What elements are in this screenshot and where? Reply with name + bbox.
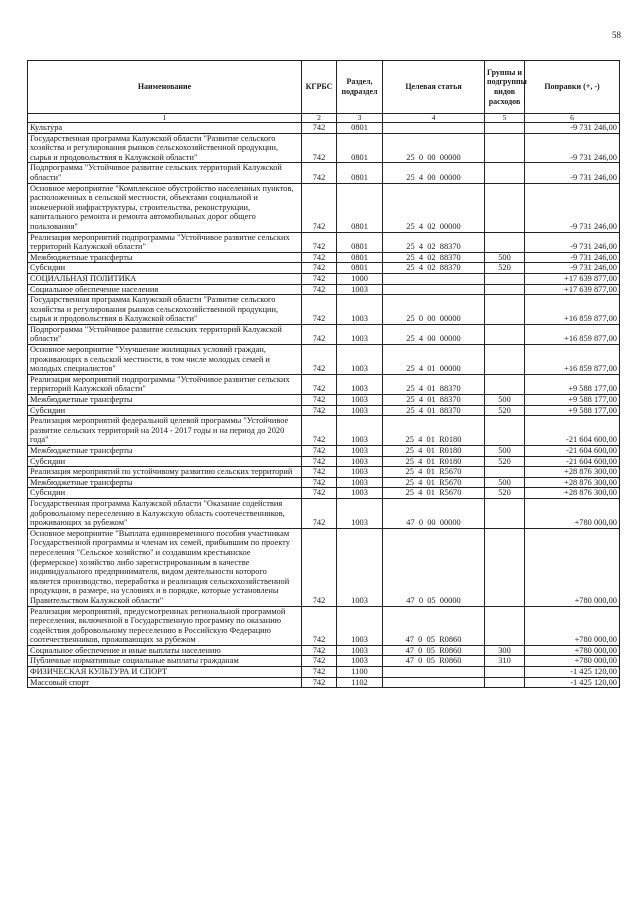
row-section: 1100 bbox=[337, 667, 383, 678]
header-section: Раздел, подраздел bbox=[337, 61, 383, 114]
row-group bbox=[485, 498, 525, 528]
row-kgrbs: 742 bbox=[302, 163, 337, 183]
row-target: 25 4 02 88370 bbox=[383, 232, 485, 252]
row-target: 25 0 00 00000 bbox=[383, 295, 485, 325]
row-group: 520 bbox=[485, 488, 525, 499]
row-amount: +17 639 877,00 bbox=[525, 284, 620, 295]
row-amount: +28 876 300,00 bbox=[525, 477, 620, 488]
row-group: 300 bbox=[485, 645, 525, 656]
row-amount: +17 639 877,00 bbox=[525, 273, 620, 284]
row-section: 0801 bbox=[337, 163, 383, 183]
table-row bbox=[28, 252, 620, 263]
row-name: Основное мероприятие "Комплексное обустройство населенных пунктов, расположенных в сельской местности, объектами социальной и инженерной инфраструктуры, строительства, реконструкции, капитального ремонта и ремонта автомобильных дорог общего пользования" bbox=[28, 183, 302, 232]
row-section: 0801 bbox=[337, 133, 383, 163]
row-group bbox=[485, 416, 525, 446]
table-row bbox=[28, 656, 620, 667]
row-target: 25 4 01 R5670 bbox=[383, 488, 485, 499]
row-target: 47 0 05 R0860 bbox=[383, 645, 485, 656]
row-name: Социальное обеспечение и иные выплаты населению bbox=[28, 645, 302, 656]
row-target: 25 4 00 00000 bbox=[383, 163, 485, 183]
row-amount: +16 859 877,00 bbox=[525, 324, 620, 344]
row-name: Культура bbox=[28, 123, 302, 134]
row-section: 1003 bbox=[337, 446, 383, 457]
row-amount: -9 731 246,00 bbox=[525, 123, 620, 134]
row-section: 1003 bbox=[337, 656, 383, 667]
row-target: 25 4 00 00000 bbox=[383, 324, 485, 344]
row-target: 47 0 05 R0860 bbox=[383, 606, 485, 645]
row-name: Государственная программа Калужской области "Развитие сельского хозяйства и регулирования рынков сельскохозяйственной продукции, сырья и продовольствия в Калужской области" bbox=[28, 133, 302, 163]
row-group: 520 bbox=[485, 263, 525, 274]
table-row bbox=[28, 232, 620, 252]
row-name: Реализация мероприятий по устойчивому развитию сельских территорий bbox=[28, 467, 302, 478]
row-group: 310 bbox=[485, 656, 525, 667]
table-row bbox=[28, 645, 620, 656]
row-target bbox=[383, 677, 485, 688]
row-name: Субсидии bbox=[28, 488, 302, 499]
row-kgrbs: 742 bbox=[302, 395, 337, 406]
page-number: 58 bbox=[612, 30, 621, 40]
header-kgrbs: КГРБС bbox=[302, 61, 337, 114]
row-name: Межбюджетные трансферты bbox=[28, 395, 302, 406]
col-number: 4 bbox=[383, 114, 485, 123]
row-target: 25 0 00 00000 bbox=[383, 133, 485, 163]
row-kgrbs: 742 bbox=[302, 252, 337, 263]
row-kgrbs: 742 bbox=[302, 345, 337, 375]
header-name: Наименование bbox=[28, 61, 302, 114]
row-amount: +9 588 177,00 bbox=[525, 395, 620, 406]
row-group bbox=[485, 677, 525, 688]
row-kgrbs: 742 bbox=[302, 446, 337, 457]
row-section: 0801 bbox=[337, 123, 383, 134]
row-target: 25 4 01 88370 bbox=[383, 374, 485, 394]
row-amount: -1 425 120,00 bbox=[525, 667, 620, 678]
row-kgrbs: 742 bbox=[302, 295, 337, 325]
row-name: Реализация мероприятий подпрограммы "Устойчивое развитие сельских территорий Калужской области" bbox=[28, 232, 302, 252]
row-target bbox=[383, 273, 485, 284]
row-target bbox=[383, 123, 485, 134]
row-amount: -9 731 246,00 bbox=[525, 232, 620, 252]
row-name: СОЦИАЛЬНАЯ ПОЛИТИКА bbox=[28, 273, 302, 284]
row-amount: +28 876 300,00 bbox=[525, 488, 620, 499]
row-section: 0801 bbox=[337, 183, 383, 232]
table-row bbox=[28, 446, 620, 457]
row-kgrbs: 742 bbox=[302, 606, 337, 645]
row-amount: +28 876 300,00 bbox=[525, 467, 620, 478]
table-row bbox=[28, 374, 620, 394]
row-amount: -1 425 120,00 bbox=[525, 677, 620, 688]
table-row bbox=[28, 324, 620, 344]
row-amount: -9 731 246,00 bbox=[525, 133, 620, 163]
row-target: 25 4 02 00000 bbox=[383, 183, 485, 232]
row-target: 25 4 01 R5670 bbox=[383, 467, 485, 478]
row-target: 25 4 01 88370 bbox=[383, 395, 485, 406]
table-row bbox=[28, 284, 620, 295]
row-amount: -9 731 246,00 bbox=[525, 183, 620, 232]
row-amount: +780 000,00 bbox=[525, 645, 620, 656]
row-target: 25 4 01 R0180 bbox=[383, 446, 485, 457]
col-number: 6 bbox=[525, 114, 620, 123]
row-amount: -21 604 600,00 bbox=[525, 416, 620, 446]
row-section: 1003 bbox=[337, 416, 383, 446]
row-section: 1003 bbox=[337, 295, 383, 325]
row-amount: +9 588 177,00 bbox=[525, 374, 620, 394]
row-name: Государственная программа Калужской области "Оказание содействия добровольному переселению в Калужскую область соотечественников, проживающих за рубежом" bbox=[28, 498, 302, 528]
row-name: Субсидии bbox=[28, 263, 302, 274]
row-target: 25 4 01 R5670 bbox=[383, 477, 485, 488]
row-group: 500 bbox=[485, 395, 525, 406]
row-section: 1003 bbox=[337, 284, 383, 295]
header-target: Целевая статья bbox=[383, 61, 485, 114]
row-name: Государственная программа Калужской области "Развитие сельского хозяйства и регулирования рынков сельскохозяйственной продукции, сырья и продовольствия в Калужской области" bbox=[28, 295, 302, 325]
row-section: 1000 bbox=[337, 273, 383, 284]
row-group bbox=[485, 123, 525, 134]
row-group bbox=[485, 467, 525, 478]
row-section: 1003 bbox=[337, 528, 383, 606]
row-kgrbs: 742 bbox=[302, 677, 337, 688]
row-group bbox=[485, 295, 525, 325]
row-kgrbs: 742 bbox=[302, 374, 337, 394]
row-target: 47 0 05 R0860 bbox=[383, 656, 485, 667]
row-section: 1003 bbox=[337, 395, 383, 406]
row-section: 1003 bbox=[337, 477, 383, 488]
row-group bbox=[485, 183, 525, 232]
row-kgrbs: 742 bbox=[302, 183, 337, 232]
row-kgrbs: 742 bbox=[302, 488, 337, 499]
row-kgrbs: 742 bbox=[302, 416, 337, 446]
row-amount: +16 859 877,00 bbox=[525, 345, 620, 375]
header-row bbox=[28, 61, 620, 114]
row-group: 520 bbox=[485, 456, 525, 467]
row-kgrbs: 742 bbox=[302, 273, 337, 284]
row-name: Социальное обеспечение населения bbox=[28, 284, 302, 295]
row-name: Межбюджетные трансферты bbox=[28, 446, 302, 457]
row-kgrbs: 742 bbox=[302, 498, 337, 528]
table-row bbox=[28, 295, 620, 325]
table-body bbox=[28, 123, 620, 688]
row-kgrbs: 742 bbox=[302, 232, 337, 252]
row-group bbox=[485, 374, 525, 394]
row-name: Основное мероприятие "Выплата единовременного пособия участникам Государственной программы и членам их семей, прибывшим по проекту переселения "Сельское хозяйство" и создавшим крестьянское (фермерское) хозяйство либо зарегистрированным в качестве индивидуального предпринимателя, видом деятельности которого является производство, переработка и реализация сельскохозяйственной продукции, в размере, на условиях и в порядке, которые установлены Правительством Калужской области" bbox=[28, 528, 302, 606]
row-section: 1003 bbox=[337, 498, 383, 528]
row-name: Публичные нормативные социальные выплаты гражданам bbox=[28, 656, 302, 667]
row-amount: -9 731 246,00 bbox=[525, 252, 620, 263]
budget-table bbox=[27, 60, 620, 688]
table-row bbox=[28, 345, 620, 375]
row-name: Субсидии bbox=[28, 405, 302, 416]
row-kgrbs: 742 bbox=[302, 456, 337, 467]
table-row bbox=[28, 667, 620, 678]
row-target: 25 4 01 00000 bbox=[383, 345, 485, 375]
row-kgrbs: 742 bbox=[302, 133, 337, 163]
table-row bbox=[28, 163, 620, 183]
row-name: Реализация мероприятий федеральной целевой программы "Устойчивое развитие сельских территорий на 2014 - 2017 годы и на период до 2020 года" bbox=[28, 416, 302, 446]
table-row bbox=[28, 183, 620, 232]
col-number: 2 bbox=[302, 114, 337, 123]
row-name: Реализация мероприятий подпрограммы "Устойчивое развитие сельских территорий Калужской области" bbox=[28, 374, 302, 394]
row-group: 500 bbox=[485, 477, 525, 488]
row-name: Реализация мероприятий, предусмотренных региональной программой переселения, включенной в Государственную программу по оказанию содействия добровольному переселению в Российскую Федерацию соотечественников, проживающих за рубежом bbox=[28, 606, 302, 645]
row-target bbox=[383, 284, 485, 295]
row-section: 1003 bbox=[337, 405, 383, 416]
row-section: 1003 bbox=[337, 374, 383, 394]
row-section: 0801 bbox=[337, 232, 383, 252]
row-amount: -9 731 246,00 bbox=[525, 163, 620, 183]
table-row bbox=[28, 677, 620, 688]
table-row bbox=[28, 273, 620, 284]
table-row bbox=[28, 395, 620, 406]
row-kgrbs: 742 bbox=[302, 123, 337, 134]
row-target: 25 4 02 88370 bbox=[383, 252, 485, 263]
row-amount: -21 604 600,00 bbox=[525, 446, 620, 457]
row-group bbox=[485, 528, 525, 606]
row-group bbox=[485, 284, 525, 295]
row-kgrbs: 742 bbox=[302, 405, 337, 416]
row-name: Межбюджетные трансферты bbox=[28, 252, 302, 263]
row-target: 25 4 02 88370 bbox=[383, 263, 485, 274]
row-name: Межбюджетные трансферты bbox=[28, 477, 302, 488]
row-kgrbs: 742 bbox=[302, 467, 337, 478]
table-row bbox=[28, 498, 620, 528]
column-number-row bbox=[28, 114, 620, 123]
row-group bbox=[485, 163, 525, 183]
header-groups: Группы и подгруппы видов расходов bbox=[485, 61, 525, 114]
row-kgrbs: 742 bbox=[302, 667, 337, 678]
row-group bbox=[485, 606, 525, 645]
table-row bbox=[28, 416, 620, 446]
row-group bbox=[485, 667, 525, 678]
row-group bbox=[485, 324, 525, 344]
table-row bbox=[28, 467, 620, 478]
col-number: 1 bbox=[28, 114, 302, 123]
row-section: 1003 bbox=[337, 345, 383, 375]
row-name: ФИЗИЧЕСКАЯ КУЛЬТУРА И СПОРТ bbox=[28, 667, 302, 678]
row-kgrbs: 742 bbox=[302, 528, 337, 606]
row-target: 47 0 00 00000 bbox=[383, 498, 485, 528]
row-amount: +780 000,00 bbox=[525, 528, 620, 606]
table-row bbox=[28, 123, 620, 134]
row-target bbox=[383, 667, 485, 678]
row-section: 1003 bbox=[337, 467, 383, 478]
row-name: Массовый спорт bbox=[28, 677, 302, 688]
row-name: Подпрограмма "Устойчивое развитие сельских территорий Калужской области" bbox=[28, 163, 302, 183]
row-amount: +780 000,00 bbox=[525, 498, 620, 528]
row-section: 1003 bbox=[337, 645, 383, 656]
row-kgrbs: 742 bbox=[302, 324, 337, 344]
row-amount: +780 000,00 bbox=[525, 606, 620, 645]
col-number: 5 bbox=[485, 114, 525, 123]
row-group: 520 bbox=[485, 405, 525, 416]
row-group bbox=[485, 345, 525, 375]
row-section: 1003 bbox=[337, 456, 383, 467]
row-name: Субсидии bbox=[28, 456, 302, 467]
row-section: 1003 bbox=[337, 488, 383, 499]
row-group bbox=[485, 273, 525, 284]
table-row bbox=[28, 477, 620, 488]
col-number: 3 bbox=[337, 114, 383, 123]
row-section: 1003 bbox=[337, 324, 383, 344]
row-section: 0801 bbox=[337, 263, 383, 274]
row-amount: +16 859 877,00 bbox=[525, 295, 620, 325]
row-name: Основное мероприятие "Улучшение жилищных условий граждан, проживающих в сельской местности, в том числе молодых семей и молодых специалистов" bbox=[28, 345, 302, 375]
row-target: 25 4 01 R0180 bbox=[383, 416, 485, 446]
row-amount: -9 731 246,00 bbox=[525, 263, 620, 274]
row-group: 500 bbox=[485, 446, 525, 457]
row-target: 25 4 01 88370 bbox=[383, 405, 485, 416]
row-amount: -21 604 600,00 bbox=[525, 456, 620, 467]
table-row bbox=[28, 405, 620, 416]
row-section: 1003 bbox=[337, 606, 383, 645]
row-kgrbs: 742 bbox=[302, 645, 337, 656]
table-row bbox=[28, 606, 620, 645]
table-row bbox=[28, 488, 620, 499]
row-section: 1102 bbox=[337, 677, 383, 688]
row-group bbox=[485, 232, 525, 252]
row-amount: +780 000,00 bbox=[525, 656, 620, 667]
row-kgrbs: 742 bbox=[302, 263, 337, 274]
row-section: 0801 bbox=[337, 252, 383, 263]
row-kgrbs: 742 bbox=[302, 284, 337, 295]
row-target: 25 4 01 R0180 bbox=[383, 456, 485, 467]
row-amount: +9 588 177,00 bbox=[525, 405, 620, 416]
header-amendment: Поправки (+, -) bbox=[525, 61, 620, 114]
row-target: 47 0 05 00000 bbox=[383, 528, 485, 606]
table-row bbox=[28, 133, 620, 163]
table-row bbox=[28, 456, 620, 467]
row-kgrbs: 742 bbox=[302, 477, 337, 488]
table-row bbox=[28, 263, 620, 274]
row-group: 500 bbox=[485, 252, 525, 263]
row-group bbox=[485, 133, 525, 163]
table-row bbox=[28, 528, 620, 606]
row-name: Подпрограмма "Устойчивое развитие сельских территорий Калужской области" bbox=[28, 324, 302, 344]
row-kgrbs: 742 bbox=[302, 656, 337, 667]
